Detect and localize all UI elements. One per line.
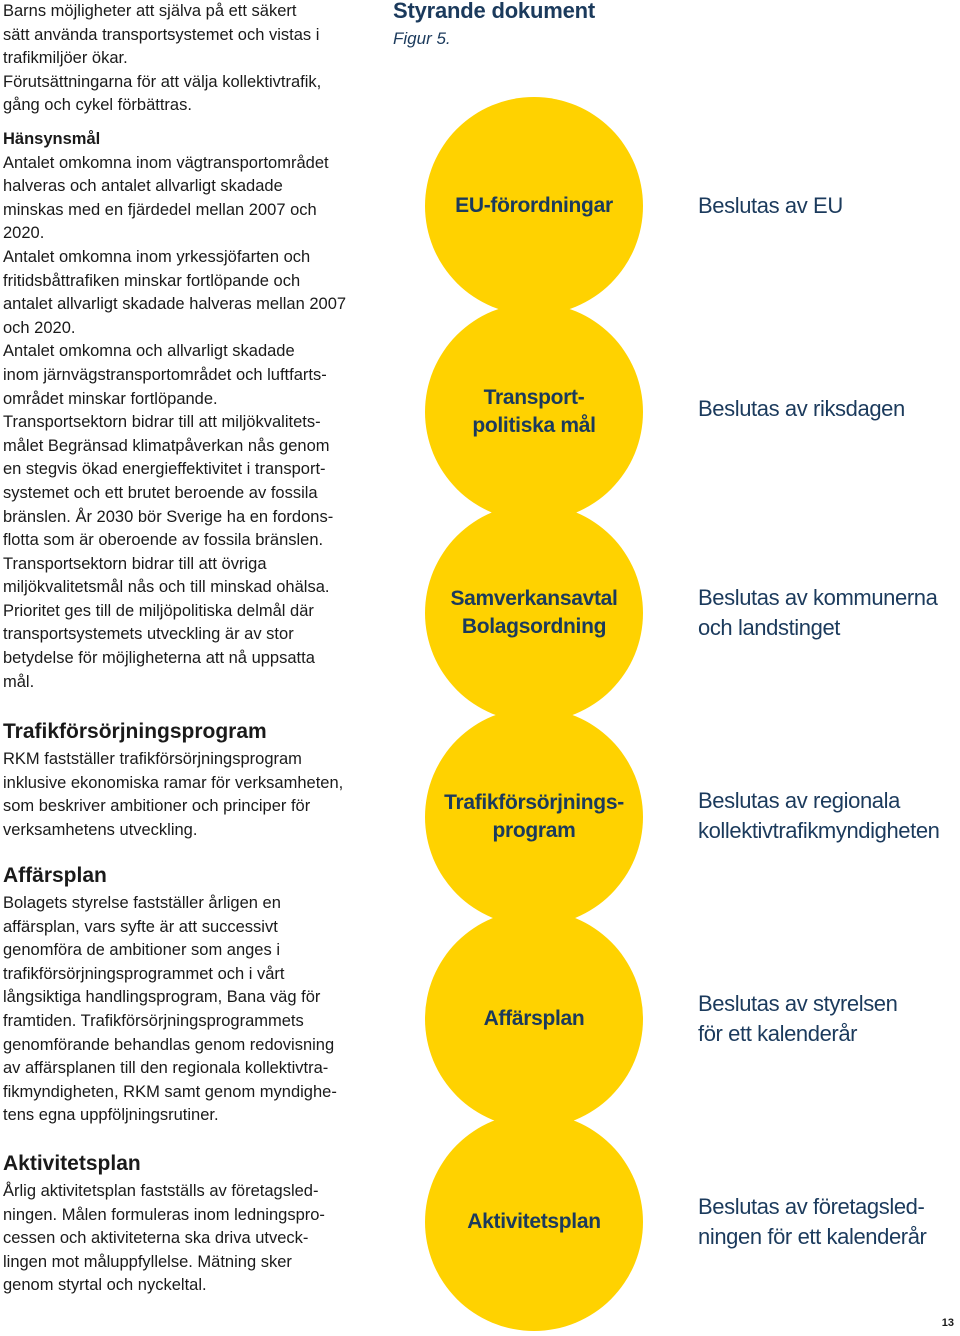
affarsplan-body: Bolagets styrelse fastställer årligen en affärsplan, vars syfte är att successivt genomföra de ambitioner som anges i trafikförsörjningsprogrammet och i vårt långsiktiga handlingsprogram, Bana väg för framtiden. Trafikförsörjningsprogrammets genomförande behandlas genom redovisning av affärsplanen till den regionala kollektivtra- fikmyndigheten, RKM samt genom myndighe- tens egna uppföljningsrutiner. <box>3 894 337 1125</box>
level-note: Beslutas av EU <box>698 193 843 218</box>
affarsplan-heading: Affärsplan <box>3 864 107 887</box>
hansynsmal-p4: Transportsektorn bidrar till att miljökvalitets- målet Begränsad klimatpåverkan nås genom en stegvis ökad energieffektivitet i transport- systemet och ett brutet beroende av fossila bränslen. År 2030 bör Sverige ha en fordons- flotta som är oberoende av fossila bränslen. <box>3 413 334 550</box>
hansynsmal-p3: Antalet omkomna och allvarligt skadade inom järnvägstransportområdet och luftfarts- området minskar fortlöpande. <box>3 342 327 408</box>
figure-title: Styrande dokument <box>393 0 595 23</box>
level-label: Affärsplan <box>483 1007 585 1030</box>
hansynsmal-p2: Antalet omkomna inom yrkessjöfarten och fritidsbåttrafiken minskar fortlöpande och antalet allvarligt skadade halveras mellan 2007 och 2020. <box>3 247 347 337</box>
level-note: Beslutas av regionala kollektivtrafikmyndigheten <box>698 788 940 843</box>
level-circle-transportpolitiska <box>425 303 643 521</box>
hansynsmal-p5: Transportsektorn bidrar till att övriga miljökvalitetsmål nås och till minskad ohälsa. <box>3 554 330 597</box>
level-label: Transport- politiska mål <box>472 386 596 437</box>
page-number: 13 <box>941 1317 954 1329</box>
level-label: Aktivitetsplan <box>467 1210 601 1233</box>
level-note: Beslutas av kommunerna och landstinget <box>698 585 938 640</box>
aktivitetsplan-heading: Aktivitetsplan <box>3 1152 141 1175</box>
trafikforsorjningsprogram-heading: Trafikförsörjningsprogram <box>3 720 267 743</box>
intro-text: Barns möjligheter att själva på ett säkert sätt använda transportsystemet och vistas i trafikmiljöer ökar. Förutsättningarna för att välja kollektivtrafik, gång och cykel förbättras. <box>3 2 322 115</box>
level-circle-aktivitetsplan <box>425 1113 643 1331</box>
hansynsmal-p6: Prioritet ges till de miljöpolitiska delmål där transportsystemets utveckling är av stor betydelse för möjligheterna att nå uppsatta mål. <box>3 601 315 691</box>
hansynsmal-heading: Hänsynsmål <box>3 130 101 148</box>
aktivitetsplan-body: Årlig aktivitetsplan fastställs av företagsled- ningen. Målen formuleras inom ledningspro- cessen och aktiviteterna ska driva utveck- lingen mot måluppfyllelse. Mätning sker genom styrtal och nyckeltal. <box>3 1182 325 1295</box>
level-note: Beslutas av riksdagen <box>698 396 905 421</box>
level-label: Samverkansavtal Bolagsordning <box>450 587 618 638</box>
level-note: Beslutas av styrelsen för ett kalenderår <box>698 991 898 1046</box>
level-label: Trafikförsörjnings- program <box>444 791 624 842</box>
figure-caption: Figur 5. <box>393 29 451 48</box>
level-circle-samverkansavtal <box>425 504 643 722</box>
hansynsmal-p1: Antalet omkomna inom vägtransportområdet halveras och antalet allvarligt skadade minskas med en fjärdedel mellan 2007 och 2020. <box>3 153 329 243</box>
level-circle-affarsplan <box>425 910 643 1128</box>
trafikforsorjningsprogram-body: RKM fastställer trafikförsörjningsprogram inklusive ekonomiska ramar för verksamheten, som beskriver ambitioner och principer för verksamhetens utveckling. <box>3 750 344 839</box>
level-label: EU-förordningar <box>455 194 613 217</box>
level-circle-trafikforsorjningsprogram <box>425 708 643 926</box>
level-circle-eu <box>425 97 643 315</box>
level-note: Beslutas av företagsled- ningen för ett kalenderår <box>698 1194 927 1249</box>
